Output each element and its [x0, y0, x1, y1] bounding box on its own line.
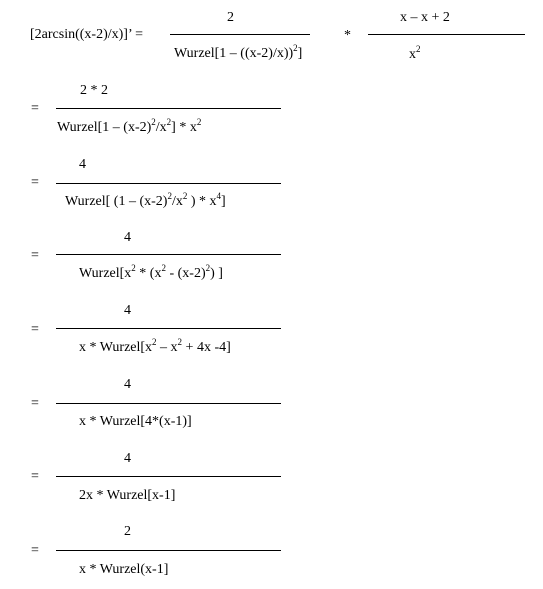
equals-sign: =	[31, 175, 39, 190]
step-2-fraction-bar	[56, 183, 281, 184]
step-1-denominator: Wurzel[1 – $(x-2)^2/x^2] * x^2$	[57, 117, 202, 135]
lhs-prefix: [2arcsin((x-2)/x)]’ =	[30, 27, 143, 42]
equals-sign: =	[31, 248, 39, 263]
equals-sign: =	[31, 396, 39, 411]
step-6-fraction-bar	[56, 476, 281, 477]
fraction-2-bar	[368, 34, 525, 35]
fraction-2-denominator: $x^2$	[409, 44, 421, 62]
step-4-denominator: $x * Wurzel[x^2 - x^2 + 4x$ -4]	[79, 337, 231, 355]
step-7-fraction-bar	[56, 550, 281, 551]
equals-sign: =	[31, 101, 39, 116]
step-5-fraction-bar	[56, 403, 281, 404]
step-5-denominator: x * Wurzel[4*(x-1)]	[79, 414, 192, 429]
step-5-numerator: 4	[124, 377, 131, 392]
step-2-numerator: 4	[79, 157, 86, 172]
equals-sign: =	[31, 543, 39, 558]
step-3-denominator: $Wurzel[x^2 * (x^2 - (x-2)^2)$ ]	[79, 263, 223, 281]
multiply-sign: *	[344, 28, 351, 43]
step-2-denominator: Wurzel[ ($1 - (x-2)^2/x^2$ ) * $x^4$]	[65, 191, 226, 209]
fraction-2-numerator: x – x + 2	[400, 10, 450, 25]
step-7-numerator: 2	[124, 524, 131, 539]
step-1-numerator: 2 * 2	[80, 83, 108, 98]
step-6-denominator: 2x * Wurzel[x-1]	[79, 488, 176, 503]
fraction-1-denominator: Wurzel[1 – ((x-2)/x))$^2$]	[174, 43, 303, 61]
fraction-1-bar	[170, 34, 310, 35]
step-3-fraction-bar	[56, 254, 281, 255]
equals-sign: =	[31, 469, 39, 484]
step-7-denominator: x * Wurzel(x-1]	[79, 562, 169, 577]
fraction-1-numerator: 2	[227, 10, 234, 25]
step-6-numerator: 4	[124, 451, 131, 466]
step-3-numerator: 4	[124, 230, 131, 245]
step-4-numerator: 4	[124, 303, 131, 318]
step-1-fraction-bar	[56, 108, 281, 109]
equals-sign: =	[31, 322, 39, 337]
step-4-fraction-bar	[56, 328, 281, 329]
